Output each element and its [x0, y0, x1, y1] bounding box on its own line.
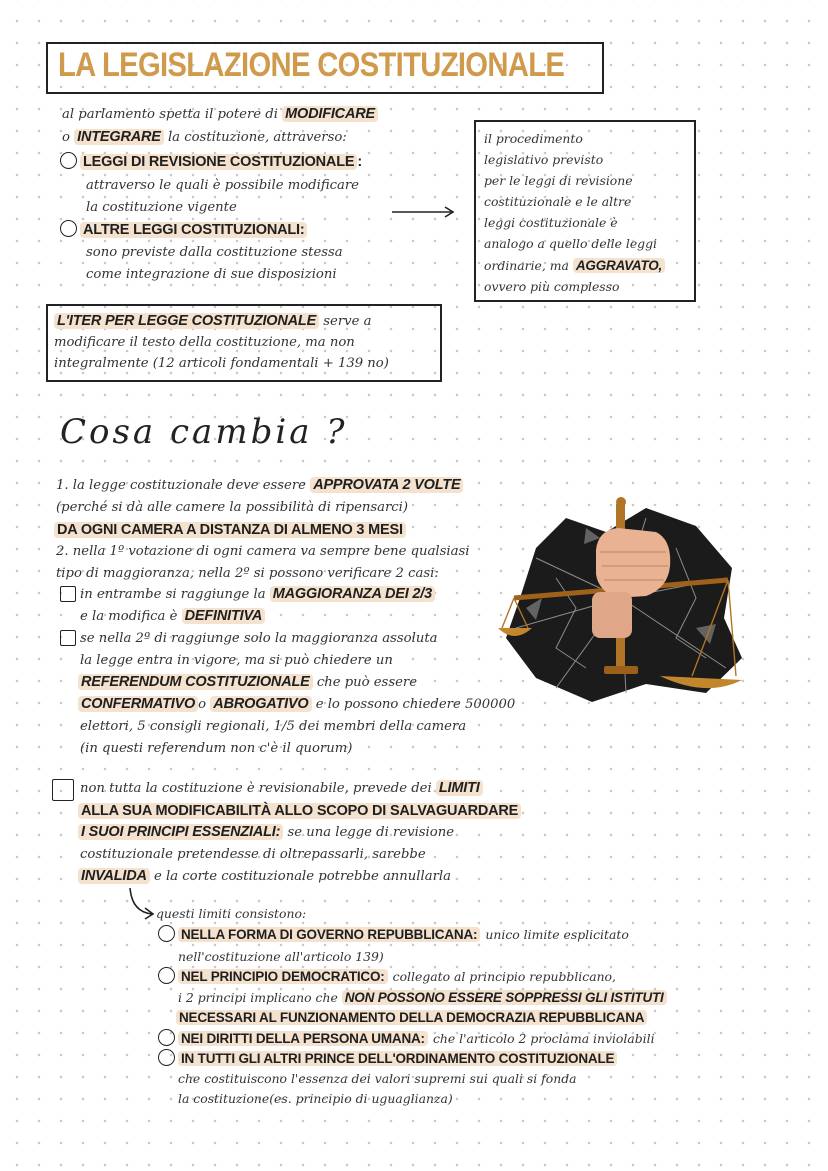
iter-line-2: modificare il testo della costituzione, ma non — [54, 335, 355, 350]
limit-item-1: NELLA FORMA DI GOVERNO REPUBBLICANA: unico limite esplicitato — [158, 924, 629, 945]
sidebox-line: ordinarie, ma AGGRAVATO, — [484, 255, 665, 276]
bullet-circle-icon — [158, 967, 175, 984]
curved-arrow-icon — [124, 886, 158, 922]
s2-line-3: I SUOI PRINCIPI ESSENZIALI: se una legge di revisione — [78, 822, 454, 844]
page-title: LA LEGISLAZIONE COSTITUZIONALE — [58, 46, 565, 84]
section-heading: Cosa cambia ? — [60, 412, 348, 452]
bullet-circle-icon — [158, 1029, 175, 1046]
s1-line-5: tipo di maggioranza, nella 2º si possono verificare 2 casi: — [56, 566, 439, 581]
limits-intro: questi limiti consistono: — [156, 906, 307, 921]
arrow-right-icon — [390, 204, 460, 220]
s2-line-1: non tutta la costituzione è revisionabile, prevede dei LIMITI — [80, 778, 483, 800]
s1-line-2: (perché si dà alle camere la possibilità di ripensarci) — [56, 500, 409, 515]
sidebox-line: legislativo previsto — [484, 152, 604, 167]
case-2-line-6: (in questi referendum non c'è il quorum) — [80, 741, 353, 756]
sidebox-line: costituzionale e le altre — [484, 194, 632, 209]
checkbox-icon — [60, 586, 76, 602]
justice-scales-image — [496, 488, 746, 708]
case-2-line-4: CONFERMATIVO o ABROGATIVO e lo possono chiedere 500000 — [78, 694, 515, 716]
bullet-circle-icon — [158, 1049, 175, 1066]
limit-item-2: NEL PRINCIPIO DEMOCRATICO: collegato al principio repubblicano, — [158, 966, 616, 987]
limit-item-4: IN TUTTI GLI ALTRI PRINCE DELL'ORDINAMENTO COSTITUZIONALE — [158, 1048, 617, 1067]
s1-line-1: 1. la legge costituzionale deve essere APPROVATA 2 VOLTE — [56, 475, 463, 497]
checkbox-icon — [60, 630, 76, 646]
bullet-circle-icon — [158, 925, 175, 942]
case-1-line-2: e la modifica è DEFINITIVA — [80, 606, 265, 628]
intro-item-2-text-2: come integrazione di sue disposizioni — [86, 267, 337, 282]
intro-line-2: o INTEGRARE la costituzione, attraverso: — [62, 129, 347, 145]
case-2-line-3: REFERENDUM COSTITUZIONALE che può essere — [78, 672, 417, 694]
limit-item-4-text-2: la costituzione(es. principio di uguaglianza) — [178, 1091, 453, 1106]
s1-line-3: DA OGNI CAMERA A DISTANZA DI ALMENO 3 MESI — [54, 519, 406, 538]
sidebox-line: leggi costituzionale è — [484, 215, 618, 230]
case-2-line-5: elettori, 5 consigli regionali, 1/5 dei membri della camera — [80, 719, 467, 734]
limit-item-2-text-2: NECESSARI AL FUNZIONAMENTO DELLA DEMOCRAZIA REPUBBLICANA — [176, 1007, 647, 1026]
intro-line-1: al parlamento spetta il potere di MODIFICARE — [62, 104, 378, 126]
case-1-line-1: in entrambe si raggiunge la MAGGIORANZA DEI 2/3 — [80, 584, 435, 606]
sidebox-line: ovvero più complesso — [484, 279, 620, 294]
limit-item-4-text: che costituiscono l'essenza dei valori supremi sui quali si fonda — [178, 1071, 577, 1086]
sidebox-line: analogo a quello delle leggi — [484, 236, 657, 251]
intro-item-1-text-2: la costituzione vigente — [86, 200, 237, 215]
intro-item-1: LEGGI DI REVISIONE COSTITUZIONALE : — [60, 151, 362, 170]
iter-line-1: L'ITER PER LEGGE COSTITUZIONALE serve a — [54, 311, 371, 333]
case-2-line-1: se nella 2º di raggiunge solo la maggioranza assoluta — [80, 631, 438, 646]
bullet-circle-icon — [60, 152, 77, 169]
limit-item-1-text: nell'costituzione all'articolo 139) — [178, 949, 384, 964]
sidebox-line: il procedimento — [484, 131, 583, 146]
s2-line-5: INVALIDA e la corte costituzionale potrebbe annullarla — [78, 866, 451, 888]
checkbox-icon — [52, 779, 74, 801]
intro-item-2-text: sono previste dalla costituzione stessa — [86, 245, 343, 260]
iter-line-3: integralmente (12 articoli fondamentali + 139 no) — [54, 356, 389, 371]
intro-item-1-text: attraverso le quali è possibile modificare — [86, 178, 359, 193]
limit-item-3: NEI DIRITTI DELLA PERSONA UMANA: che l'articolo 2 proclama inviolabili — [158, 1028, 655, 1049]
intro-item-2: ALTRE LEGGI COSTITUZIONALI: — [60, 219, 307, 238]
s2-line-2: ALLA SUA MODIFICABILITÀ ALLO SCOPO DI SALVAGUARDARE — [78, 800, 521, 819]
bullet-circle-icon — [60, 220, 77, 237]
case-2-line-2: la legge entra in vigore, ma si può chiedere un — [80, 653, 393, 668]
limit-item-2-text: i 2 principi implicano che NON POSSONO ESSERE SOPPRESSI GLI ISTITUTI — [178, 987, 667, 1008]
s2-line-4: costituzionale pretendesse di oltrepassarli, sarebbe — [80, 847, 426, 862]
sidebox-line: per le leggi di revisione — [484, 173, 633, 188]
s1-line-4: 2. nella 1º votazione di ogni camera va sempre bene qualsiasi — [56, 544, 470, 559]
